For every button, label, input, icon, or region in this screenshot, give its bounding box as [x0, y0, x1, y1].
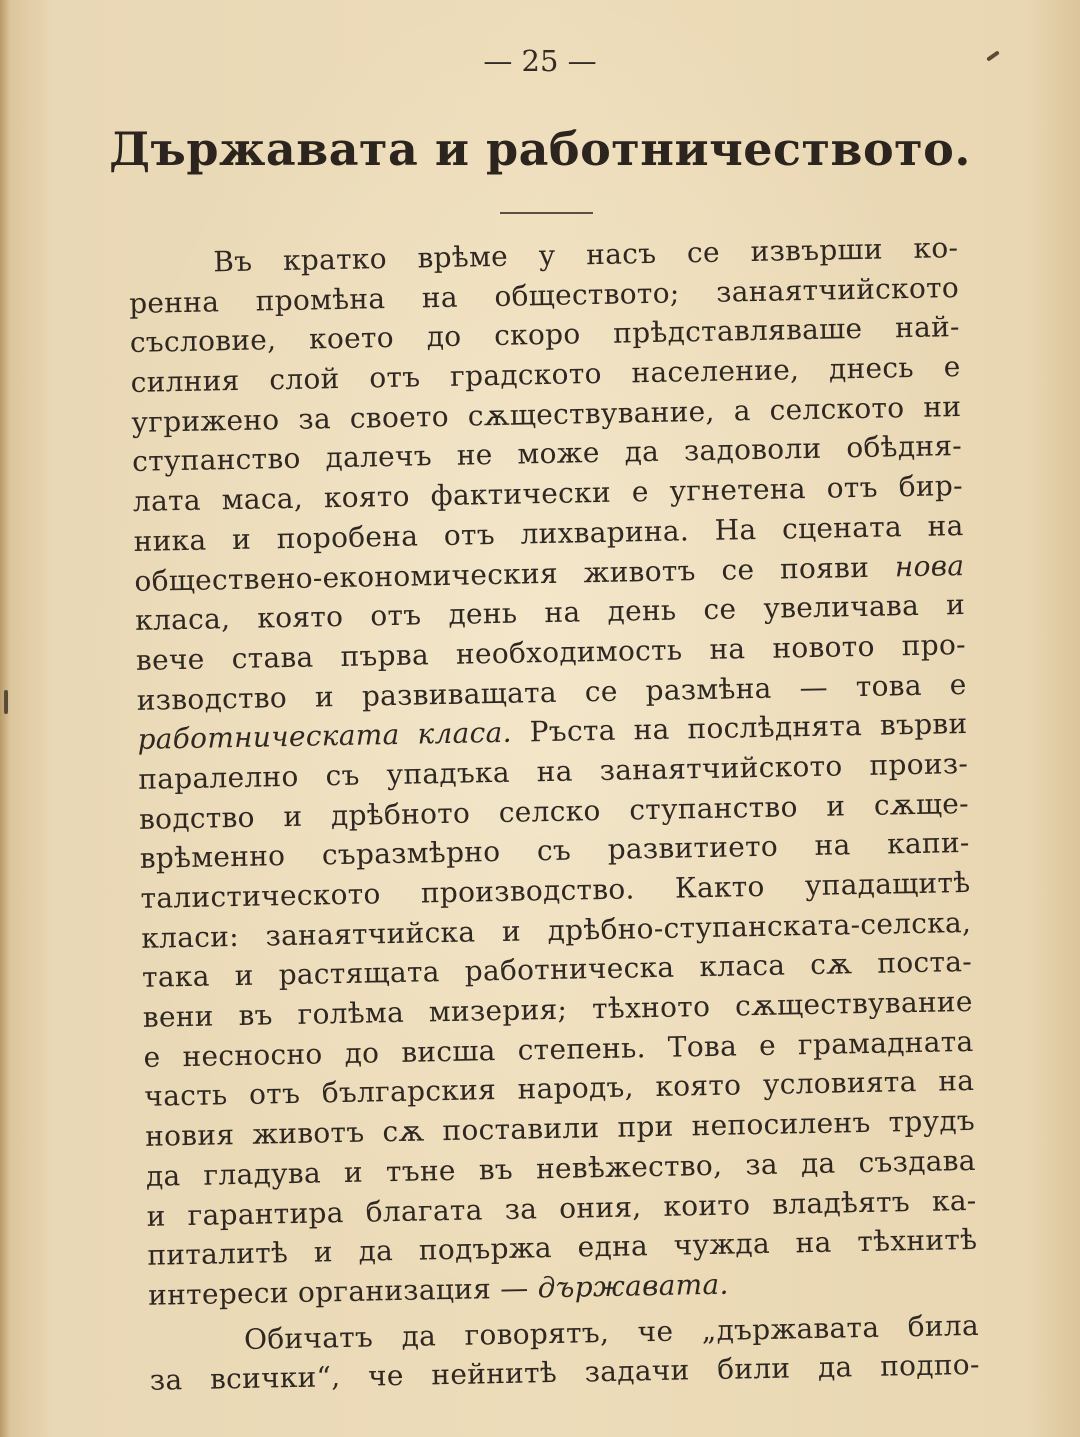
text-line: ступанство далечъ не може да задоволи обѣдня-	[131, 429, 963, 479]
text-segment: обществено-економическия животъ се появи	[134, 550, 870, 598]
body-text	[128, 228, 980, 1401]
text-line: и гарантира благата за ония, които владѣятъ ка-	[146, 1183, 977, 1233]
text-line: ренна промѣна на обществото; занаятчийското	[128, 270, 960, 320]
text-line: новия животъ сѫ поставили при непосиленъ трудъ	[144, 1104, 976, 1153]
text-line: класа, която отъ день на день се увеличава и	[134, 588, 966, 638]
text-line: питалитѣ и да подържа една чужда на тѣхнитѣ	[147, 1223, 978, 1272]
text-line: Обичатъ да говорятъ, че „държавата била	[243, 1308, 980, 1356]
text-line: лата маса, която фактически е угнетена отъ бир-	[132, 469, 964, 519]
text-line: е несносно до висша степень. Това е грамадната	[143, 1024, 974, 1074]
text-line: Въ кратко врѣме у насъ се извърши ко-	[213, 231, 959, 279]
text-segment: интереси организация —	[147, 1271, 529, 1312]
text-line: водство и дрѣбното селско ступанство и сѫще-	[138, 786, 970, 836]
emphasis-text: държавата.	[537, 1267, 729, 1305]
text-line: изводство и развиващата се размѣна — това е	[136, 667, 967, 717]
chapter-title: Държавата и работничеството.	[109, 122, 971, 176]
text-line: да гладува и тъне въ невѣжество, за да създава	[145, 1143, 977, 1193]
text-line: така и растящата работническа класа сѫ поста-	[141, 945, 973, 995]
text-line: врѣменно съразмѣрно съ развитието на капи-	[139, 826, 970, 876]
title-divider	[500, 212, 593, 214]
text-line: талистическото производство. Както упадащитѣ	[140, 865, 971, 915]
text-segment: Ръста на послѣднята върви	[511, 707, 968, 749]
text-line: за всички“, че нейнитѣ задачи били да подпо-	[149, 1348, 980, 1398]
text-line: силния слой отъ градското население, днесь е	[130, 350, 961, 400]
text-line: вени въ голѣма мизерия; тѣхното сѫществувание	[142, 984, 974, 1034]
page-number: — 25 —	[483, 44, 597, 78]
text-line: класи: занаятчийска и дрѣбно-ступанската-селска,	[141, 905, 972, 955]
text-line: угрижено за своето сѫществувание, а селското ни	[131, 389, 962, 439]
page-edge	[0, 0, 10, 1437]
ink-mark	[4, 690, 8, 714]
text-line: часть отъ българския народъ, която условията на	[144, 1064, 975, 1114]
text-line: паралелно съ упадъка на занаятчийското произ-	[137, 746, 969, 796]
emphasis-text: работническата класа.	[137, 715, 513, 757]
emphasis-text: нова	[894, 548, 965, 583]
text-line: вече става първа необходимость на новото про-	[135, 627, 967, 677]
text-line: съсловие, което до скоро прѣдставляваше най-	[129, 310, 961, 360]
text-line: ника и поробена отъ лихварина. На сцената на	[133, 508, 964, 558]
